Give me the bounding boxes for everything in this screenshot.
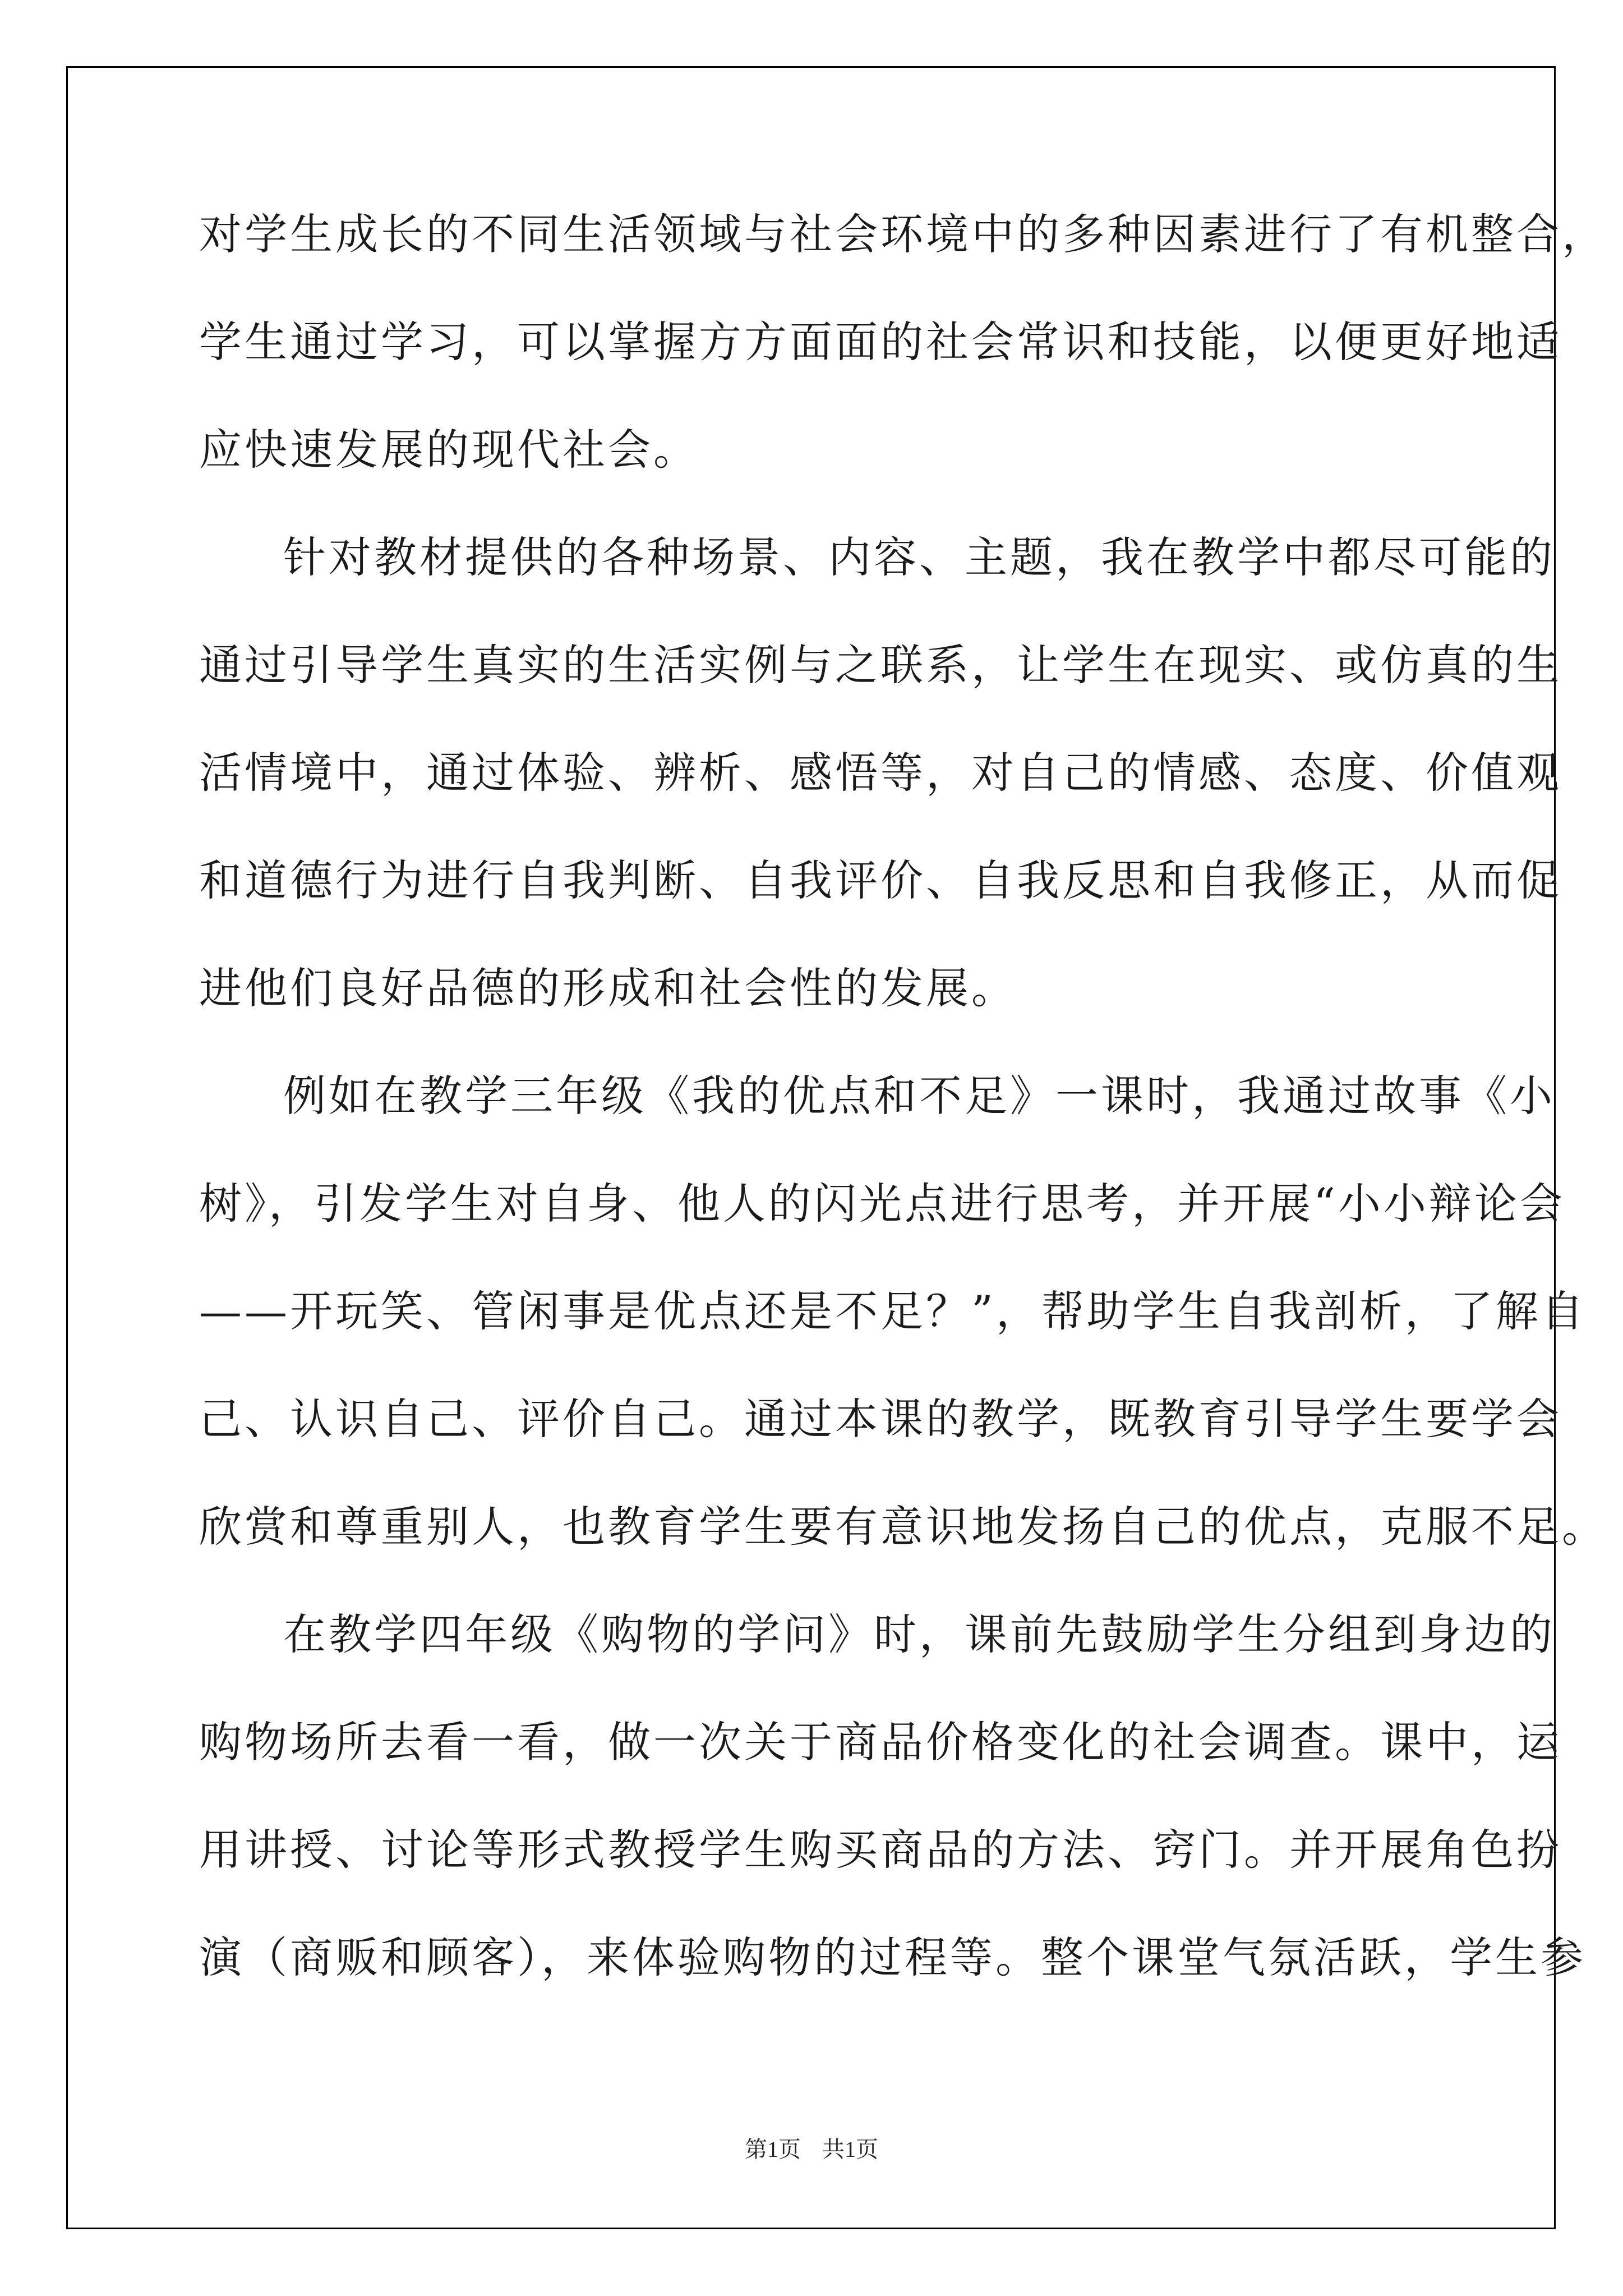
paragraph — [199, 532, 1562, 1013]
page-number-total: 共1页 — [822, 2137, 878, 2162]
text-line: ——开玩笑、管闲事是优点还是不足？”，帮助学生自我剖析，了解自 — [199, 1286, 1587, 1336]
text-line: 欣赏和尊重别人，也教育学生要有意识地发扬自己的优点，克服不足。 — [199, 1502, 1607, 1552]
text-line: 学生通过学习，可以掌握方方面面的社会常识和技能，以便更好地适 — [199, 317, 1562, 367]
text-line: 己、认识自己、评价自己。通过本课的教学，既教育引导学生要学会 — [199, 1394, 1562, 1444]
document-body — [199, 209, 1607, 2044]
text-line: 应快速发展的现代社会。 — [199, 425, 699, 475]
paragraph — [199, 209, 1607, 475]
text-line: 购物场所去看一看，做一次关于商品价格变化的社会调查。课中，运 — [199, 1717, 1562, 1767]
page-number-current: 第1页 — [745, 2137, 801, 2162]
text-line: 演（商贩和顾客），来体验购物的过程等。整个课堂气氛活跃，学生参 — [199, 1932, 1586, 1982]
text-line: 用讲授、讨论等形式教授学生购买商品的方法、窍门。并开展角色扮 — [199, 1825, 1562, 1875]
paragraph — [199, 1071, 1607, 1552]
text-line: 例如在教学三年级《我的优点和不足》一课时，我通过故事《小 — [283, 1071, 1555, 1121]
paragraph — [199, 1609, 1586, 1982]
text-line: 树》，引发学生对自身、他人的闪光点进行思考，并开展“小小辩论会 — [199, 1179, 1565, 1228]
text-line: 活情境中，通过体验、辨析、感悟等，对自己的情感、态度、价值观 — [199, 748, 1562, 798]
text-line: 和道德行为进行自我判断、自我评价、自我反思和自我修正，从而促 — [199, 855, 1562, 905]
text-line: 针对教材提供的各种场景、内容、主题，我在教学中都尽可能的 — [283, 532, 1555, 582]
page-footer — [0, 2132, 1623, 2164]
text-line: 对学生成长的不同生活领域与社会环境中的多种因素进行了有机整合， — [199, 209, 1607, 259]
text-line: 在教学四年级《购物的学问》时，课前先鼓励学生分组到身边的 — [283, 1609, 1555, 1659]
text-line: 通过引导学生真实的生活实例与之联系，让学生在现实、或仿真的生 — [199, 640, 1562, 690]
text-line: 进他们良好品德的形成和社会性的发展。 — [199, 963, 1017, 1013]
